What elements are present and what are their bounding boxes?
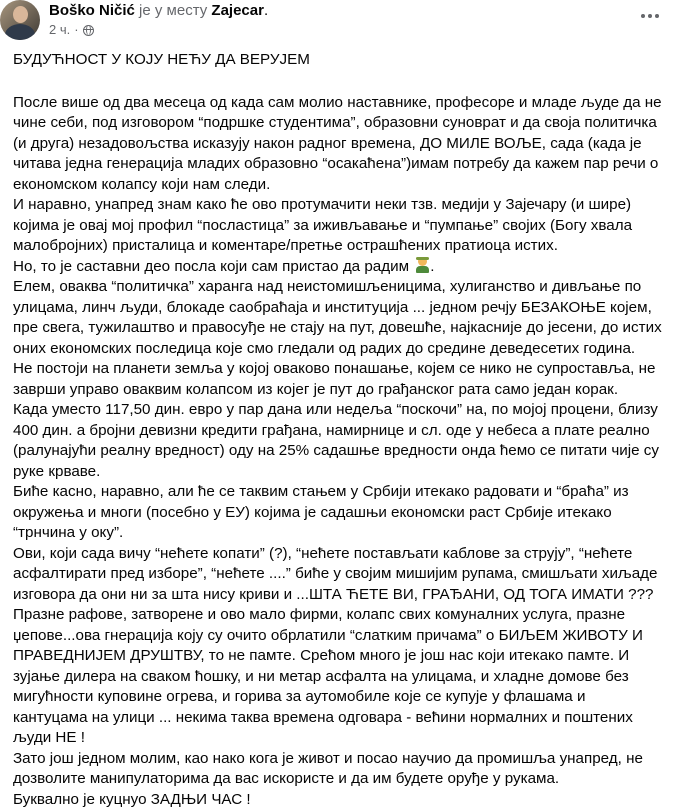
author-name-link[interactable]: Boško Ničić	[49, 2, 135, 19]
post-paragraph: Не постоји на планети земља у којој оваково понашање, којем се нико не супроставља, не заврши управо оваквим колапсом из којег је пут до грађанског рата само један корак.	[13, 359, 663, 400]
meta-separator: ·	[74, 22, 78, 38]
farmer-emoji-icon	[415, 257, 430, 273]
avatar-shoulders	[5, 24, 35, 40]
post-paragraph: И наравно, унапред знам како ће ово протумачити неки тзв. медији у Зајечару (и шире) којима је овај мој профил “посластица” за иживљавање и “пумпање” својих (Богу хвала малобројних) присталица и коментаре/претње острашћених пратиоца истих.	[13, 195, 663, 257]
avatar[interactable]	[0, 0, 40, 40]
globe-icon[interactable]	[83, 25, 94, 36]
more-options-icon-dot	[655, 14, 659, 18]
post-paragraph: Биће касно, наравно, али ће се таквим стањем у Србији итекако радовати и “браћа” из окружења и многи (посебно у ЕУ) којима је садашњи економски раст Србије итекако “трнчина у оку”.	[13, 482, 663, 544]
post-paragraph: Када уместо 117,50 дин. евро у пар дана или недеља “поскочи” на, по мојој процени, близу 400 дин. а бројни девизни кредити грађана, намирнице и сл. оде у небеса а плате реално (ралунајући реалну вредност) оду на 25% садашње вредности онда ћемо се питати чије су руке крваве.	[13, 400, 663, 482]
post-timestamp[interactable]: 2 ч.	[49, 22, 70, 38]
post-header	[0, 0, 674, 44]
post-paragraph: Елем, оваква “политичка” харанга над неистомишљеницима, хулиганство и дивљање по улицама, линч људи, блокаде саобраћаја и институција ... једном речју БЕЗАКОЊЕ којем, пре свега, тужилаштво и правосуђе не стају на пут, довешће, најкасније до јесени, до истих оних економских последица које смо гледали од радих до средине деведесетих година.	[13, 277, 663, 359]
post-title: БУДУЋНОСТ У КОЈУ НЕЋУ ДА ВЕРУЈЕМ	[13, 50, 663, 71]
post-paragraph-text: Но, то је саставни део посла који сам пристао да радим	[13, 258, 409, 275]
post-paragraph: Буквално је куцнуо ЗАДЊИ ЧАС !	[13, 790, 663, 810]
post-paragraph: Ови, који сада вичу “нећете копати” (?), “нећете постављати каблове за струју”, “нећете асфалтирати пред изборе”, “нећете ....” биће у својим мишијим рупама, смишљати хиљаде изговора да они ни за шта нису криви и ...ШТА ЋЕТЕ ВИ, ГРАЂАНИ, ОД ТОГА ИМАТИ ???	[13, 544, 663, 606]
location-suffix: .	[264, 2, 268, 19]
avatar-head	[13, 6, 28, 23]
post-body	[13, 50, 663, 810]
post-paragraph: После више од два месеца од када сам молио наставнике, професоре и младе људе да не чине себи, под изговором “подршке студентима”, образовни суноврат и да своја политичка (и друга) незадовољства исказују након радног времена, ДО МИЛЕ ВОЉЕ, сада (када је читава једна генерација младих образовно “осакаћена”)имам потребу да кажем пар речи о економском колапсу који нам следи.	[13, 93, 663, 196]
post-paragraph: Зато још једном молим, као нако кога је живот и посао научио да промишља унапред, не дозволите манипулаторима да вас искористе и да им будете оруђе у рукама.	[13, 749, 663, 790]
location-verb: је у месту	[139, 2, 207, 19]
location-link[interactable]: Zajecar	[211, 2, 264, 19]
post-paragraph-with-emoji: Но, то је саставни део посла који сам пристао да радим .	[13, 257, 663, 278]
author-line	[49, 2, 268, 20]
post-paragraph: Празне рафове, затворене и ово мало фирми, колапс свих комуналних услуга, празне џепове...ова гнерација коју су очито обрлатили “слатким причама” о БИЉЕМ ЖИВОТУ И ПРАВЕДНИЈЕМ ДРУШТВУ, то не памте. Срећом много је још нас који итекако памте. И зујање дилера на сваком ћошку, и ни метар асфалта на улицама, и хладне домове без мигућности куповине огрева, и горива за аутомобиле које се купује у флашама и кантуцама на улици ... некима таква времена одговара - већини нормалних и поштених људи НЕ !	[13, 605, 663, 749]
post-meta	[49, 22, 94, 38]
more-options-icon-dot	[648, 14, 652, 18]
more-options-button[interactable]	[632, 4, 668, 28]
more-options-icon	[641, 14, 645, 18]
